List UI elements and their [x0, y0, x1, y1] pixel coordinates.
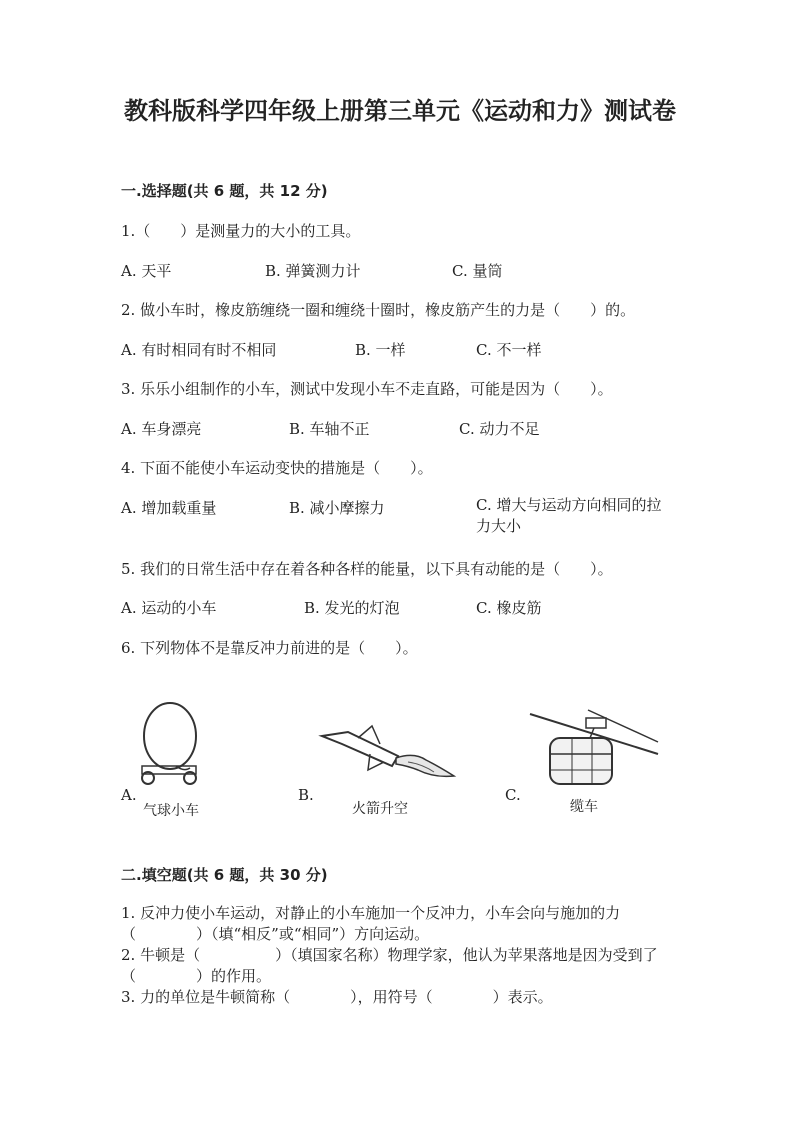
fill-question-1: 1. 反冲力使小车运动，对静止的小车施加一个反冲力，小车会向与施加的力（ ）（填“相反”或“相同”）方向运动。 — [121, 904, 621, 943]
q4-option-b: B. 减小摩擦力 — [289, 499, 385, 517]
question-1: 1.（ ）是测量力的大小的工具。 — [121, 222, 361, 240]
q5-option-b: B. 发光的灯泡 — [304, 599, 400, 617]
rocket-caption: 火箭升空 — [352, 801, 408, 817]
question-5: 5. 我们的日常生活中存在着各种各样的能量，以下具有动能的是（ ）。 — [121, 560, 613, 578]
balloon-car-icon — [132, 700, 212, 790]
q1-option-c: C. 量筒 — [452, 262, 503, 280]
q5-option-c: C. 橡皮筋 — [476, 599, 542, 617]
q4-option-a: A. 增加载重量 — [121, 499, 217, 517]
q6-option-a: A. — [121, 786, 137, 804]
q1-option-b: B. 弹簧测力计 — [265, 262, 361, 280]
section-heading-choice: 一.选择题(共 6 题，共 12 分) — [121, 182, 328, 200]
q1-option-a: A. 天平 — [121, 262, 172, 280]
cable-car-caption: 缆车 — [570, 799, 598, 815]
q5-option-a: A. 运动的小车 — [121, 599, 217, 617]
q6-option-c: C. — [505, 786, 521, 804]
balloon-car-caption: 气球小车 — [143, 803, 199, 819]
page-title: 教科版科学四年级上册第三单元《运动和力》测试卷 — [124, 97, 676, 125]
fill-question-3: 3. 力的单位是牛顿简称（ ），用符号（ ）表示。 — [121, 988, 553, 1006]
q4-option-c: C. 增大与运动方向相同的拉力大小 — [476, 496, 662, 535]
q2-option-b: B. 一样 — [355, 341, 406, 359]
question-2: 2. 做小车时，橡皮筋缠绕一圈和缠绕十圈时，橡皮筋产生的力是（ ）的。 — [121, 301, 636, 319]
fill-question-2: 2. 牛顿是（ ）（填国家名称）物理学家，他认为苹果落地是因为受到了（ ）的作用。 — [121, 946, 658, 985]
q2-option-c: C. 不一样 — [476, 341, 542, 359]
q2-option-a: A. 有时相同有时不相同 — [121, 341, 277, 359]
rocket-icon — [318, 722, 458, 792]
question-4: 4. 下面不能使小车运动变快的措施是（ ）。 — [121, 459, 433, 477]
question-6: 6. 下列物体不是靠反冲力前进的是（ ）。 — [121, 639, 418, 657]
q6-option-b: B. — [298, 786, 314, 804]
q3-option-b: B. 车轴不正 — [289, 420, 370, 438]
section-heading-fill: 二.填空题(共 6 题，共 30 分) — [121, 866, 328, 884]
q3-option-c: C. 动力不足 — [459, 420, 540, 438]
cable-car-icon — [528, 708, 660, 792]
question-3: 3. 乐乐小组制作的小车，测试中发现小车不走直路，可能是因为（ ）。 — [121, 380, 613, 398]
q3-option-a: A. 车身漂亮 — [121, 420, 202, 438]
